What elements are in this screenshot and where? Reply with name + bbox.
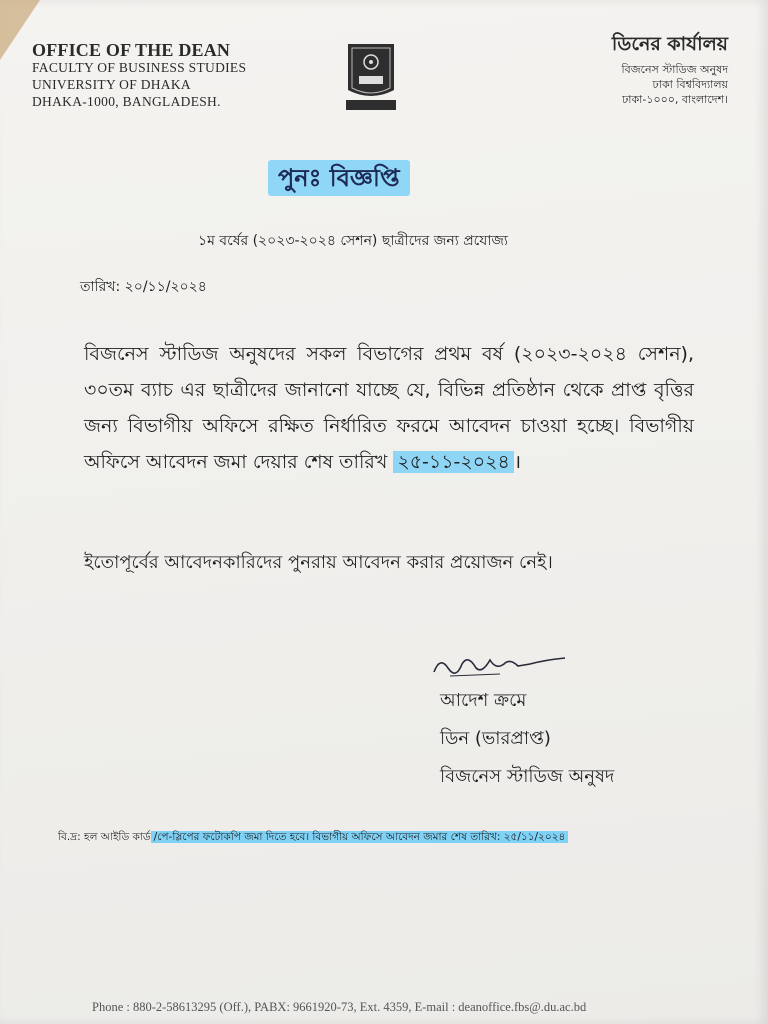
- bangla-letterhead: [612, 30, 728, 107]
- footnote-plain: হল আইডি কার্ড: [84, 831, 151, 843]
- notice-title: পুনঃ বিজ্ঞপ্তি: [268, 160, 410, 196]
- faculty-name: FACULTY OF BUSINESS STUDIES: [32, 60, 247, 75]
- footer-contact: Phone : 880-2-58613295 (Off.), PABX: 9661920-73, Ext. 4359, E-mail : deanoffice.fbs@.du.ac.bd: [92, 1000, 587, 1014]
- notice-subtitle: ১ম বর্ষের (২০২৩-২০২৪ সেশন) ছাত্রীদের জন্য প্রযোজ্য: [198, 233, 508, 249]
- signature-faculty: বিজনেস স্টাডিজ অনুষদ: [440, 766, 615, 787]
- bn-faculty: বিজনেস স্টাডিজ অনুষদ: [621, 63, 728, 76]
- designation: ডিন (ভারপ্রাপ্ত): [440, 728, 551, 749]
- university-logo: [344, 40, 398, 114]
- deadline-end: ।: [513, 451, 522, 473]
- bn-office-title: ডিনের কার্যালয়: [611, 33, 728, 55]
- address: DHAKA-1000, BANGLADESH.: [32, 94, 221, 109]
- handwritten-signature: [430, 650, 570, 680]
- order-line: আদেশ ক্রমে: [440, 690, 527, 711]
- bn-university: ঢাকা বিশ্ববিদ্যালয়: [652, 78, 728, 91]
- english-letterhead: [32, 42, 246, 110]
- notice-title-wrap: [268, 160, 410, 200]
- deadline-highlight: ২৫-১১-২০২৪: [393, 451, 513, 473]
- footnote-label: বি.দ্র:: [58, 831, 81, 843]
- office-title: OFFICE OF THE DEAN: [32, 40, 231, 60]
- bn-address: ঢাকা-১০০০, বাংলাদেশ।: [622, 93, 728, 106]
- notice-date: তারিখ: ২০/১১/২০২৪: [80, 279, 207, 295]
- footnote: [58, 830, 588, 848]
- body-paragraph: বিজনেস স্টাডিজ অনুষদের সকল বিভাগের প্রথম বর্ষ (২০২৩-২০২৪ সেশন), ৩০তম ব্যাচ এর ছাত্রীদের জানানো যাচ্ছে যে, বিভিন্ন প্রতিষ্ঠান থেকে প্রাপ্ত বৃত্তির জন্য বিভাগীয় অফিসে রক্ষিত নির্ধারিত ফরমে আবেদন চাওয়া হচ্ছে। বিভাগীয় অফিসে আবেদন জমা দেয়ার শেষ তারিখ: [84, 343, 694, 473]
- signature-block: [440, 682, 614, 796]
- footnote-highlight: /পে-স্লিপের ফটোকপি জমা দিতে হবে। বিভাগীয় অফিসে আবেদন জমার শেষ তারিখ: ২৫/১১/২০২৪: [151, 831, 569, 843]
- university-name: UNIVERSITY OF DHAKA: [32, 77, 191, 92]
- notice-body: [84, 336, 694, 480]
- notice-note: ইতোপূর্বের আবেদনকারিদের পুনরায় আবেদন করার প্রয়োজন নেই।: [84, 552, 553, 573]
